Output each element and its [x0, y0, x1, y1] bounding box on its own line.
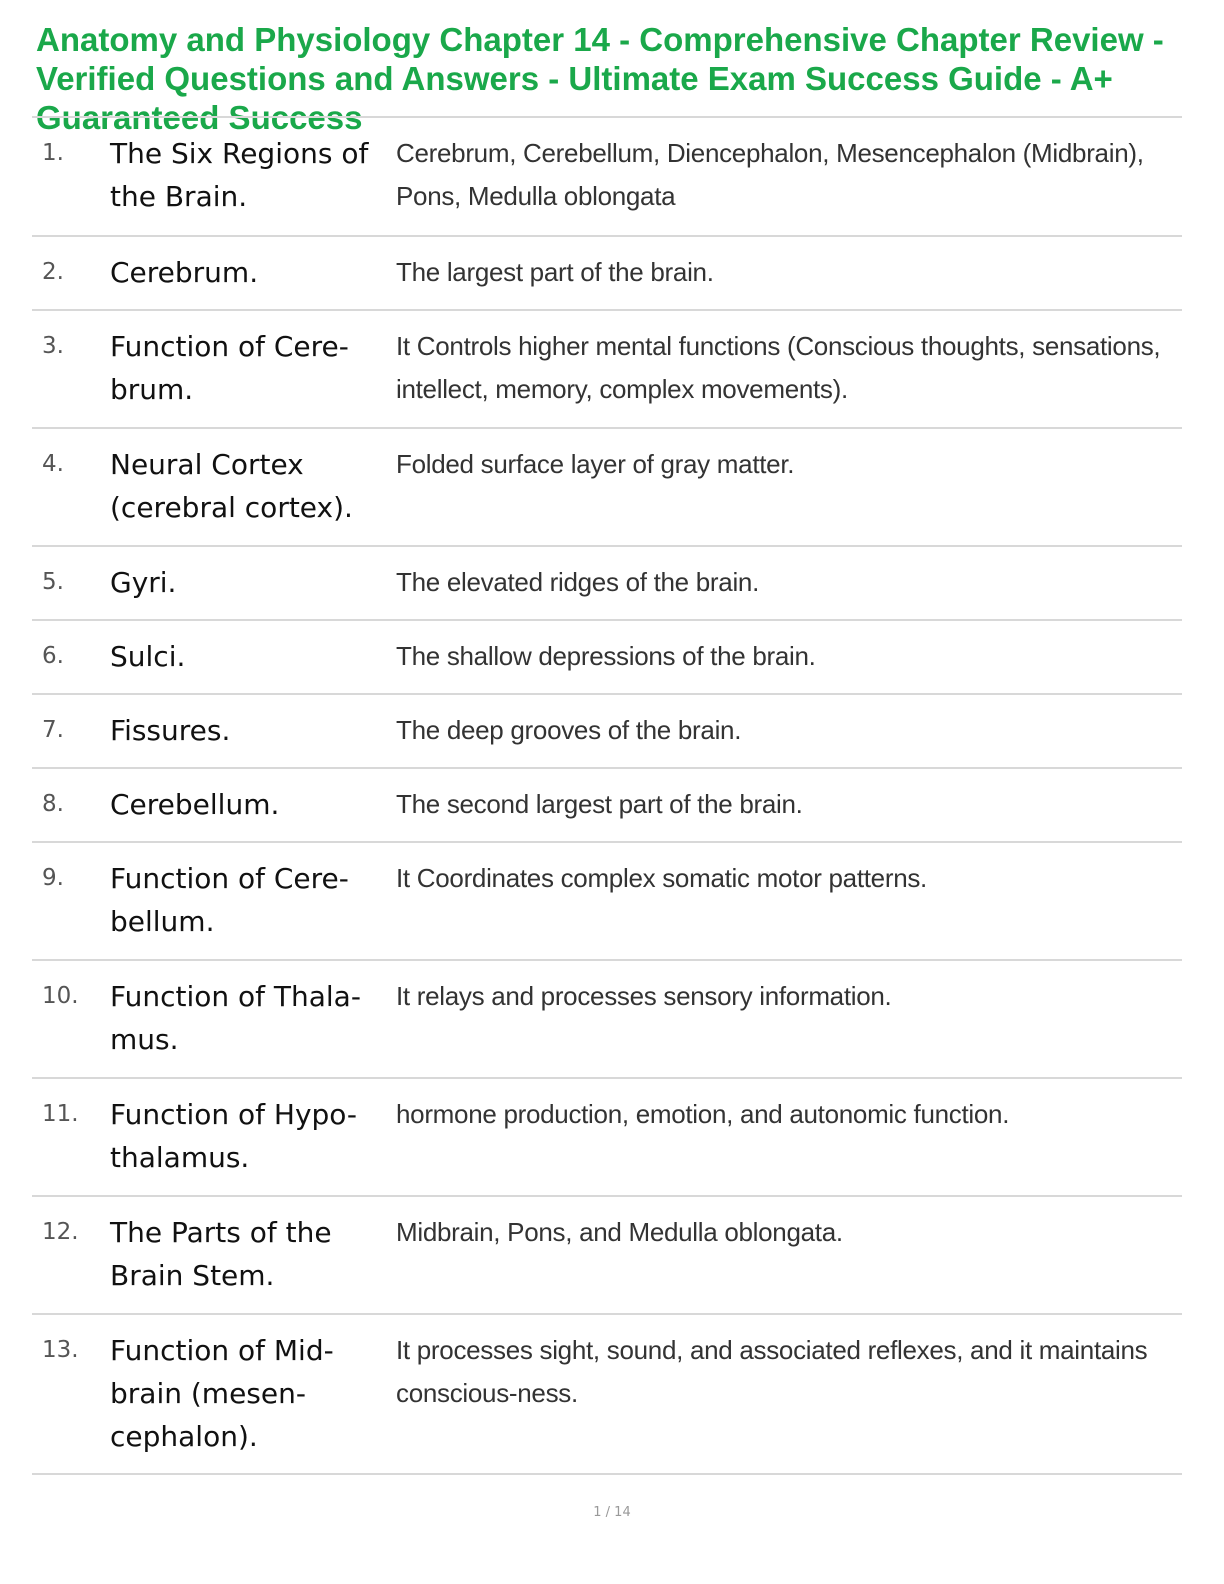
qa-row [32, 1197, 1182, 1315]
qa-row [32, 237, 1182, 311]
qa-row [32, 621, 1182, 695]
item-number: 3. [42, 333, 64, 359]
item-term: Neural Cortex (cerebral cortex). [110, 448, 353, 524]
item-number: 9. [42, 865, 64, 891]
item-number: 12. [42, 1219, 79, 1245]
item-definition: The shallow depressions of the brain. [396, 641, 816, 671]
qa-row [32, 547, 1182, 621]
item-term: Function of Mid-brain (mesen-cephalon). [110, 1334, 334, 1453]
item-term: The Six Regions of the Brain. [110, 137, 369, 213]
item-term: Function of Thala-mus. [110, 980, 361, 1056]
page-indicator: 1 / 14 [593, 1505, 631, 1520]
item-number: 4. [42, 451, 64, 477]
qa-row [32, 961, 1182, 1079]
item-number: 6. [42, 643, 64, 669]
item-number: 7. [42, 717, 64, 743]
qa-row [32, 769, 1182, 843]
qa-row [32, 843, 1182, 961]
item-term: Cerebrum. [110, 256, 259, 289]
item-definition: The deep grooves of the brain. [396, 715, 742, 745]
item-definition: Cerebrum, Cerebellum, Diencephalon, Mesencephalon (Midbrain), Pons, Medulla oblongata [396, 138, 1144, 211]
item-term: Fissures. [110, 714, 231, 747]
item-definition: Folded surface layer of gray matter. [396, 449, 795, 479]
item-definition: The second largest part of the brain. [396, 789, 803, 819]
qa-row [32, 1079, 1182, 1197]
qa-row [32, 118, 1182, 237]
item-definition: Midbrain, Pons, and Medulla oblongata. [396, 1217, 843, 1247]
qa-row [32, 1315, 1182, 1475]
item-term: Function of Cere-bellum. [110, 862, 349, 938]
item-number: 11. [42, 1101, 79, 1127]
item-definition: The largest part of the brain. [396, 257, 714, 287]
item-term: Function of Cere-brum. [110, 330, 349, 406]
item-definition: It Controls higher mental functions (Conscious thoughts, sensations, intellect, memory, complex movements). [396, 331, 1161, 404]
qa-row [32, 311, 1182, 429]
document-title: Anatomy and Physiology Chapter 14 - Comprehensive Chapter Review - Verified Questions and Answers - Ultimate Exam Success Guide - A+ Guaranteed Success [36, 21, 1164, 136]
item-number: 5. [42, 569, 64, 595]
item-term: The Parts of the Brain Stem. [110, 1216, 332, 1292]
item-definition: It relays and processes sensory information. [396, 981, 892, 1011]
item-term: Sulci. [110, 640, 186, 673]
item-number: 2. [42, 259, 64, 285]
qa-list [32, 116, 1182, 1475]
item-number: 8. [42, 791, 64, 817]
item-definition: The elevated ridges of the brain. [396, 567, 759, 597]
qa-row [32, 429, 1182, 547]
item-term: Gyri. [110, 566, 177, 599]
item-number: 10. [42, 983, 79, 1009]
qa-row [32, 695, 1182, 769]
item-definition: It Coordinates complex somatic motor patterns. [396, 863, 927, 893]
item-definition: It processes sight, sound, and associated reflexes, and it maintains conscious-ness. [396, 1335, 1148, 1408]
item-term: Function of Hypo-thalamus. [110, 1098, 358, 1174]
item-number: 1. [42, 140, 64, 166]
item-number: 13. [42, 1337, 79, 1363]
item-term: Cerebellum. [110, 788, 280, 821]
item-definition: hormone production, emotion, and autonomic function. [396, 1099, 1010, 1129]
